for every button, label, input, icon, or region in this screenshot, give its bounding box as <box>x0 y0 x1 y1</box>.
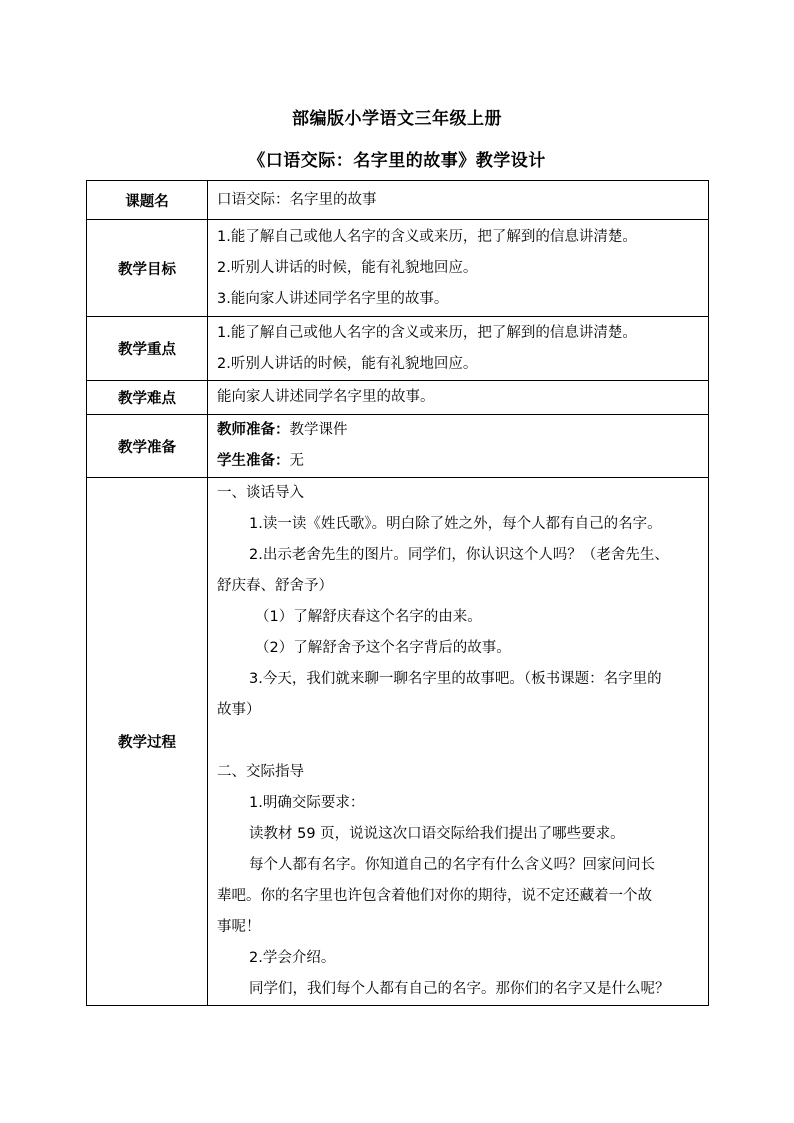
paragraph: 同学们，我们每个人都有自己的名字。那你们的名字又是什么呢？ <box>249 981 670 997</box>
paragraph: （1）了解舒庆春这个名字的由来。 <box>255 609 482 625</box>
table-row-key-points <box>87 317 709 381</box>
paragraph: 2.出示老舍先生的图片。同学们，你认识这个人吗？（老舍先生、 <box>249 547 669 563</box>
goals-cell <box>208 220 709 317</box>
preparation-cell <box>208 415 709 478</box>
paragraph-continuation: 舒庆春、舒舍予） <box>217 578 333 594</box>
teacher-prep-value: 教学课件 <box>289 422 348 438</box>
teacher-prep-label: 教师准备： <box>217 422 290 438</box>
key-points-label: 教学重点 <box>87 317 208 381</box>
goals-label: 教学目标 <box>87 220 208 317</box>
paragraph: 3.今天，我们就来聊一聊名字里的故事吧。（板书课题：名字里的 <box>249 671 662 687</box>
table-row-goals <box>87 220 709 317</box>
spacer <box>217 726 702 757</box>
paragraph-continuation: 故事） <box>217 702 261 718</box>
teacher-prep <box>217 415 702 446</box>
key-point-item: 2.听别人讲话的时候，能有礼貌地回应。 <box>217 355 478 372</box>
student-prep-value: 无 <box>289 453 304 469</box>
lesson-plan-table <box>86 180 709 1006</box>
paragraph: 1.明确交际要求： <box>249 795 365 811</box>
paragraph: （2）了解舒舍予这个名字背后的故事。 <box>255 640 511 656</box>
difficulties-label: 教学难点 <box>87 381 208 415</box>
paragraph: 每个人都有名字。你知道自己的名字有什么含义吗？回家问问长 <box>249 857 655 873</box>
section-heading: 二、交际指导 <box>217 764 304 780</box>
document-title: 部编版小学语文三年级上册 <box>292 109 502 129</box>
table-row-preparation <box>87 415 709 478</box>
process-label: 教学过程 <box>87 478 208 1006</box>
goal-item: 3.能向家人讲述同学名字里的故事。 <box>217 290 449 307</box>
preparation-label: 教学准备 <box>87 415 208 478</box>
paragraph: 读教材 59 页，说说这次口语交际给我们提出了哪些要求。 <box>249 826 625 842</box>
topic-label: 课题名 <box>87 181 208 220</box>
paragraph: 2.学会介绍。 <box>249 950 336 966</box>
paragraph-continuation: 辈吧。你的名字里也许包含着他们对你的期待，说不定还藏着一个故 <box>217 888 652 904</box>
table-row-topic <box>87 181 709 220</box>
topic-value: 口语交际：名字里的故事 <box>208 181 709 220</box>
process-cell <box>208 478 709 1006</box>
paragraph: 1.读一读《姓氏歌》。明白除了姓之外，每个人都有自己的名字。 <box>249 516 662 532</box>
difficulties-value: 能向家人讲述同学名字里的故事。 <box>208 381 709 415</box>
document-subtitle: 《口语交际：名字里的故事》教学设计 <box>248 151 546 171</box>
table-row-difficulties <box>87 381 709 415</box>
key-points-cell <box>208 317 709 381</box>
section-heading: 一、谈话导入 <box>217 485 304 501</box>
goal-item: 1.能了解自己或他人名字的含义或来历，把了解到的信息讲清楚。 <box>217 228 637 245</box>
goal-item: 2.听别人讲话的时候，能有礼貌地回应。 <box>217 259 478 276</box>
key-point-item: 1.能了解自己或他人名字的含义或来历，把了解到的信息讲清楚。 <box>217 324 637 341</box>
student-prep-label: 学生准备： <box>217 453 290 469</box>
table-row-process <box>87 478 709 1006</box>
paragraph-continuation: 事呢！ <box>217 919 261 935</box>
student-prep <box>217 446 702 477</box>
